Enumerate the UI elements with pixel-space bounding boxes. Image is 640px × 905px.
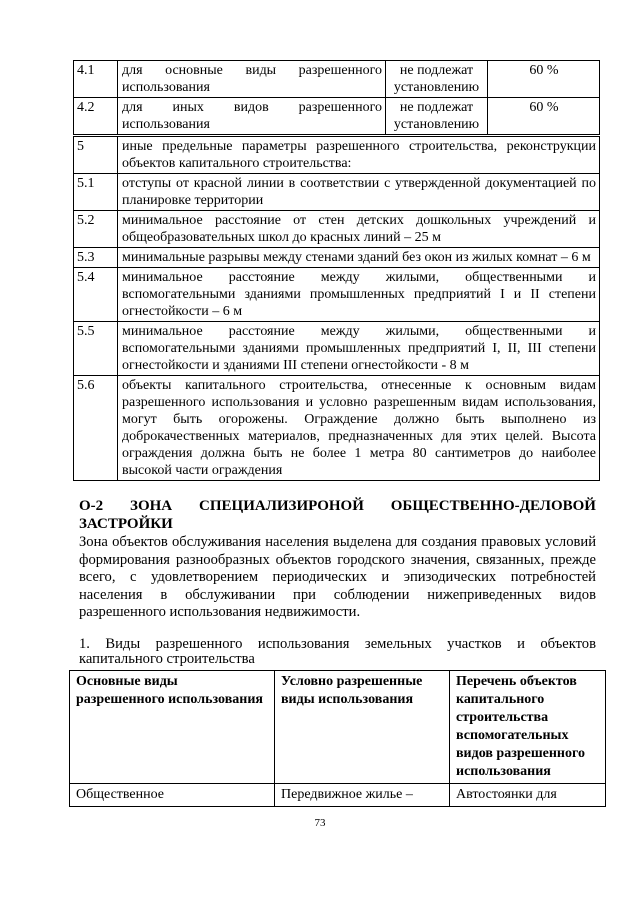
row-text: минимальное расстояние от стен детских дошкольных учреждений и общеобразовательных школ до красных линий – 25 м (118, 211, 600, 248)
zone-code: О-2 (79, 498, 104, 514)
row-text: минимальное расстояние между жилыми, общественными и вспомогательными зданиями промышленных предприятий I и II степени огнестойкости – 6 м (118, 268, 600, 322)
params-table (73, 60, 600, 481)
table-row (74, 268, 600, 322)
header-auxiliary-uses: Перечень объектов капитального строительства вспомогательных видов разрешенного использования (450, 671, 606, 784)
list-heading (79, 637, 596, 667)
row-limit: не подлежат установлению (386, 61, 488, 98)
cell-auxiliary-use: Автостоянки для (450, 784, 606, 807)
row-value: 60 % (488, 98, 600, 136)
row-number: 5.6 (74, 376, 118, 481)
row-number: 5.2 (74, 211, 118, 248)
row-text: для основные виды разрешенного использования (118, 61, 386, 98)
table-row (74, 211, 600, 248)
row-number: 4.2 (74, 98, 118, 136)
zone-heading (79, 497, 596, 533)
list-number: 1. (79, 636, 90, 652)
table-row (74, 136, 600, 174)
row-limit: не подлежат установлению (386, 98, 488, 136)
table-row (74, 174, 600, 211)
zone-description: Зона объектов обслуживания населения выделена для создания правовых условий формирования разнообразных объектов городского значения, связанных, прежде всего, с удовлетворением периодических и эпизодических потребностей населения в обслуживании при соблюдении нижеприведенных видов разрешенного использования недвижимости. (79, 534, 596, 621)
cell-conditional-use: Передвижное жилье – (275, 784, 450, 807)
table-row (74, 322, 600, 376)
header-conditional-uses: Условно разрешенные виды использования (275, 671, 450, 784)
table-row (74, 248, 600, 268)
header-main-uses: Основные виды разрешенного использования (70, 671, 275, 784)
row-number: 5.5 (74, 322, 118, 376)
row-text: объекты капитального строительства, отнесенные к основным видам разрешенного использования и условно разрешенным видам использования, могут быть огорожены. Ограждение должно быть выполнено из доброкачественных материалов, предназначенных для этих целей. Высота ограждения должна быть не более 1 метра 80 сантиметров до наиболее высокой части ограждения (118, 376, 600, 481)
zone-title-word: ОБЩЕСТВЕННО-ДЕЛОВОЙ (390, 498, 596, 514)
row-text: отступы от красной линии в соответствии с утвержденной документацией по планировке территории (118, 174, 600, 211)
row-number: 5 (74, 136, 118, 174)
row-number: 5.3 (74, 248, 118, 268)
uses-table (69, 670, 606, 807)
page-number: 73 (314, 817, 326, 829)
cell-main-use: Общественное (70, 784, 275, 807)
table-row (74, 376, 600, 481)
row-number: 4.1 (74, 61, 118, 98)
row-value: 60 % (488, 61, 600, 98)
zone-title-word: СПЕЦИАЛИЗИРОНОЙ (199, 498, 364, 514)
zone-title-word: ЗОНА (130, 498, 173, 514)
row-number: 5.4 (74, 268, 118, 322)
table-row (74, 98, 600, 136)
table-row (74, 61, 600, 98)
row-text: иные предельные параметры разрешенного строительства, реконструкции объектов капитального строительства: (118, 136, 600, 174)
table-header-row (70, 671, 606, 784)
row-number: 5.1 (74, 174, 118, 211)
list-title: Виды разрешенного использования земельных участков и объектов капитального строительства (79, 636, 596, 667)
row-text: для иных видов разрешенного использования (118, 98, 386, 136)
row-text: минимальные разрывы между стенами зданий без окон из жилых комнат – 6 м (118, 248, 600, 268)
zone-title-line2: ЗАСТРОЙКИ (79, 516, 173, 532)
table-row (70, 784, 606, 807)
row-text: минимальное расстояние между жилыми, общественными и вспомогательными зданиями промышленных предприятий I, II, III степени огнестойкости и зданиями III степени огнестойкости - 8 м (118, 322, 600, 376)
